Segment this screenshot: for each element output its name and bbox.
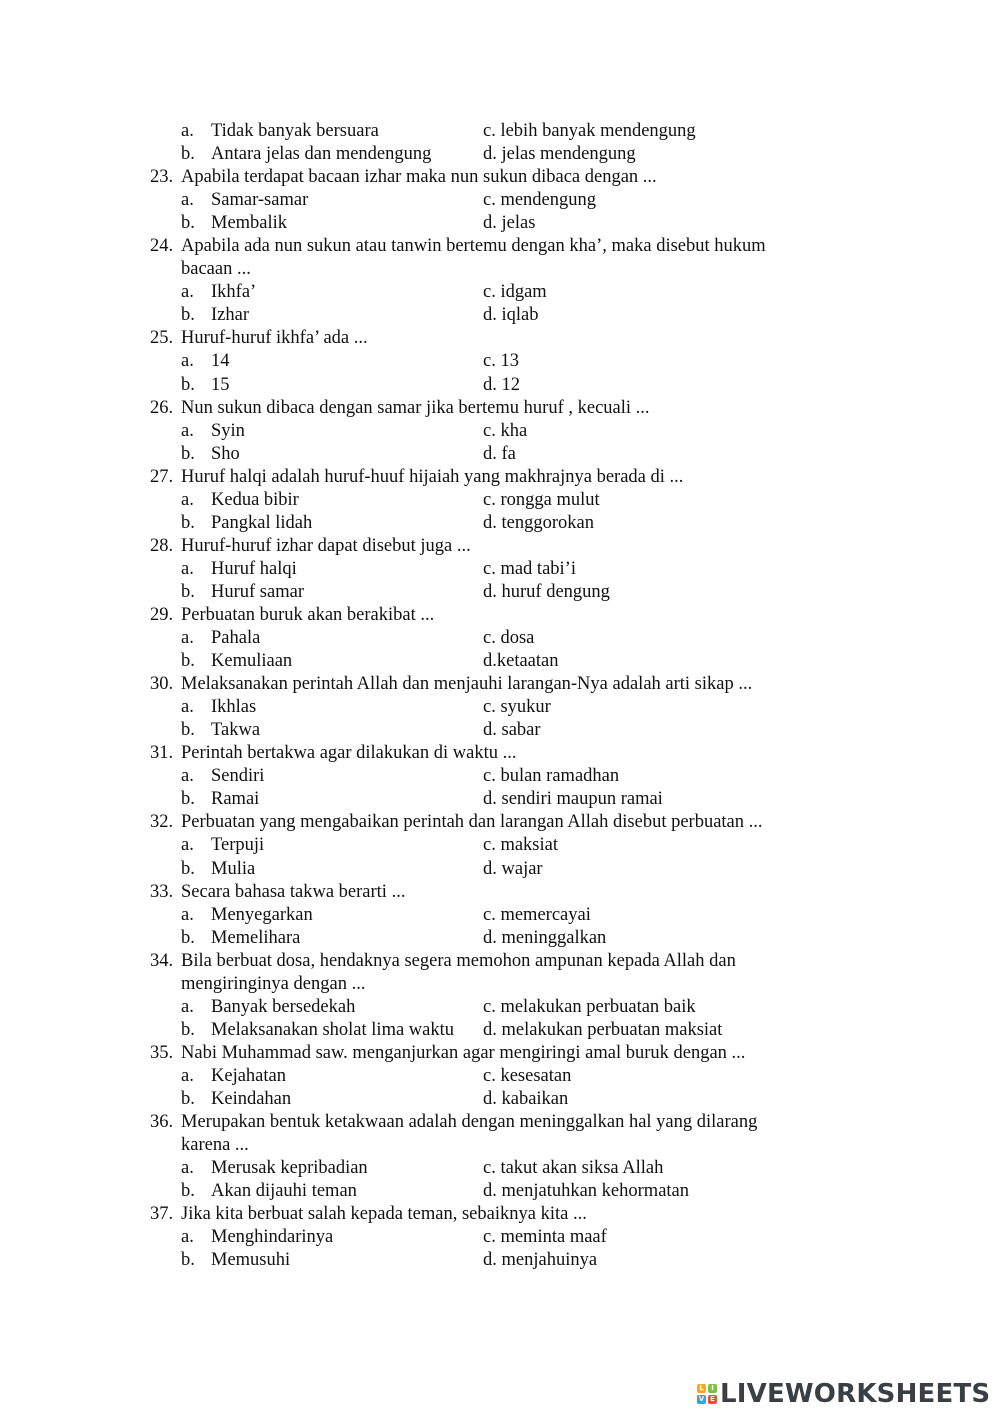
option-left: Memelihara <box>211 927 301 948</box>
answer-options-row <box>0 120 1000 143</box>
answer-options-row <box>0 904 1000 927</box>
option-right: d. tenggorokan <box>483 512 594 533</box>
option-left: Kedua bibir <box>211 489 299 510</box>
question-row <box>0 1042 1000 1065</box>
logo-square: V <box>698 1395 705 1403</box>
logo-square: L <box>697 1384 706 1393</box>
option-left: Kejahatan <box>211 1065 286 1086</box>
answer-options-row <box>0 858 1000 881</box>
option-right: c. memercayai <box>483 904 591 925</box>
question-text: Apabila terdapat bacaan izhar maka nun sukun dibaca dengan ... <box>181 167 657 188</box>
option-left: Sendiri <box>211 766 265 787</box>
option-letter: a. <box>181 1065 194 1086</box>
question-row <box>0 604 1000 627</box>
option-right: c. maksiat <box>483 835 559 856</box>
question-text: Bila berbuat dosa, hendaknya segera memohon ampunan kepada Allah dan <box>181 950 736 971</box>
question-text: Huruf halqi adalah huruf-huuf hijaiah yang makhrajnya berada di ... <box>181 466 684 487</box>
answer-options-row <box>0 420 1000 443</box>
answer-options-row <box>0 1088 1000 1111</box>
option-left: 15 <box>211 374 230 395</box>
question-row <box>0 235 1000 258</box>
option-right: d. kabaikan <box>483 1088 569 1109</box>
answer-options-row <box>0 304 1000 327</box>
question-number: 32. <box>150 812 174 833</box>
option-left: Tidak banyak bersuara <box>211 121 379 141</box>
option-right: d. huruf dengung <box>483 581 610 602</box>
answer-options-row <box>0 696 1000 719</box>
answer-options-row <box>0 281 1000 304</box>
logo-square: E <box>708 1395 717 1404</box>
question-row <box>0 327 1000 350</box>
option-right: c. dosa <box>483 628 535 649</box>
question-text: Merupakan bentuk ketakwaan adalah dengan meninggalkan hal yang dilarang <box>181 1112 758 1133</box>
option-letter: b. <box>181 858 195 879</box>
option-right: d. jelas mendengung <box>483 144 636 165</box>
question-row <box>0 535 1000 558</box>
option-right: d. menjahuinya <box>483 1250 598 1271</box>
option-right: c. lebih banyak mendengung <box>483 121 696 141</box>
liveworksheets-brand[interactable] <box>697 1380 990 1408</box>
question-number: 29. <box>150 604 174 625</box>
question-row <box>0 1111 1000 1134</box>
question-text: Secara bahasa takwa berarti ... <box>181 881 406 902</box>
question-text: Melaksanakan perintah Allah dan menjauhi larangan-Nya adalah arti sikap ... <box>181 674 753 695</box>
answer-options-row <box>0 650 1000 673</box>
question-text-continued: mengiringinya dengan ... <box>181 973 366 994</box>
option-left: 14 <box>211 351 230 372</box>
question-number: 26. <box>150 397 174 418</box>
option-left: Pangkal lidah <box>211 512 313 533</box>
answer-options-row <box>0 189 1000 212</box>
option-left: Izhar <box>211 305 249 326</box>
option-letter: a. <box>181 282 194 303</box>
liveworksheets-logo-icon <box>697 1384 717 1404</box>
option-right: c. mendengung <box>483 190 597 211</box>
question-row <box>0 397 1000 420</box>
option-right: d. wajar <box>483 858 543 879</box>
option-letter: b. <box>181 651 195 672</box>
option-right: c. idgam <box>483 282 547 303</box>
option-right: d. fa <box>483 443 516 464</box>
option-left: Melaksanakan sholat lima waktu <box>211 1019 455 1040</box>
question-text: Nun sukun dibaca dengan samar jika bertemu huruf , kecuali ... <box>181 397 650 418</box>
question-text: Nabi Muhammad saw. menganjurkan agar mengiringi amal buruk dengan ... <box>181 1042 746 1063</box>
answer-options-row <box>0 558 1000 581</box>
option-right: d.ketaatan <box>483 651 559 672</box>
question-row <box>0 811 1000 834</box>
option-left: Antara jelas dan mendengung <box>211 144 432 165</box>
option-letter: a. <box>181 121 194 141</box>
worksheet-questions <box>0 120 1000 1272</box>
answer-options-row <box>0 1226 1000 1249</box>
option-letter: a. <box>181 904 194 925</box>
option-letter: b. <box>181 1019 195 1040</box>
option-letter: a. <box>181 190 194 211</box>
option-right: c. syukur <box>483 697 551 718</box>
answer-options-row <box>0 1019 1000 1042</box>
answer-options-row <box>0 212 1000 235</box>
option-left: Takwa <box>211 720 261 741</box>
option-letter: a. <box>181 489 194 510</box>
option-right: c. takut akan siksa Allah <box>483 1158 664 1179</box>
question-text: Jika kita berbuat salah kepada teman, sebaiknya kita ... <box>181 1204 587 1225</box>
question-continuation <box>0 258 1000 281</box>
option-right: c. mad tabi’i <box>483 558 576 579</box>
option-left: Mulia <box>211 858 256 879</box>
answer-options-row <box>0 1157 1000 1180</box>
option-letter: b. <box>181 374 195 395</box>
option-left: Memusuhi <box>211 1250 291 1271</box>
option-left: Huruf halqi <box>211 558 297 579</box>
option-letter: b. <box>181 1088 195 1109</box>
option-left: Membalik <box>211 213 288 234</box>
option-right: d. melakukan perbuatan maksiat <box>483 1019 723 1040</box>
question-row <box>0 742 1000 765</box>
answer-options-row <box>0 765 1000 788</box>
option-right: c. rongga mulut <box>483 489 600 510</box>
option-letter: a. <box>181 996 194 1017</box>
option-left: Menyegarkan <box>211 904 313 925</box>
answer-options-row <box>0 143 1000 166</box>
option-right: d. menjatuhkan kehormatan <box>483 1181 690 1202</box>
option-letter: b. <box>181 443 195 464</box>
answer-options-row <box>0 1065 1000 1088</box>
question-row <box>0 673 1000 696</box>
question-number: 35. <box>150 1042 174 1063</box>
option-letter: a. <box>181 351 194 372</box>
option-left: Merusak kepribadian <box>211 1158 368 1179</box>
option-right: d. 12 <box>483 374 520 395</box>
answer-options-row <box>0 788 1000 811</box>
option-letter: b. <box>181 213 195 234</box>
option-right: c. meminta maaf <box>483 1227 607 1248</box>
option-letter: a. <box>181 420 194 441</box>
question-number: 31. <box>150 743 174 764</box>
option-right: d. iqlab <box>483 305 539 326</box>
answer-options-row <box>0 350 1000 373</box>
question-number: 37. <box>150 1204 174 1225</box>
option-letter: a. <box>181 835 194 856</box>
option-left: Sho <box>211 443 240 464</box>
answer-options-row <box>0 1180 1000 1203</box>
question-number: 27. <box>150 466 174 487</box>
option-right: c. melakukan perbuatan baik <box>483 996 696 1017</box>
option-letter: a. <box>181 1227 194 1248</box>
option-right: c. bulan ramadhan <box>483 766 620 787</box>
question-text-continued: bacaan ... <box>181 259 251 280</box>
option-left: Kemuliaan <box>211 651 293 672</box>
question-row <box>0 1203 1000 1226</box>
option-left: Terpuji <box>211 835 265 856</box>
option-left: Ikhfa’ <box>211 282 257 303</box>
question-row <box>0 950 1000 973</box>
option-left: Pahala <box>211 628 261 649</box>
option-letter: a. <box>181 558 194 579</box>
option-letter: b. <box>181 927 195 948</box>
option-letter: b. <box>181 720 195 741</box>
answer-options-row <box>0 374 1000 397</box>
option-letter: b. <box>181 581 195 602</box>
option-left: Banyak bersedekah <box>211 996 356 1017</box>
option-left: Akan dijauhi teman <box>211 1181 357 1202</box>
answer-options-row <box>0 996 1000 1019</box>
option-letter: b. <box>181 789 195 810</box>
answer-options-row <box>0 1249 1000 1272</box>
option-letter: a. <box>181 697 194 718</box>
option-letter: b. <box>181 512 195 533</box>
answer-options-row <box>0 834 1000 857</box>
question-text: Perbuatan buruk akan berakibat ... <box>181 604 435 625</box>
option-letter: a. <box>181 1158 194 1179</box>
question-text: Perbuatan yang mengabaikan perintah dan larangan Allah disebut perbuatan ... <box>181 812 763 833</box>
option-letter: b. <box>181 1181 195 1202</box>
option-left: Menghindarinya <box>211 1227 334 1248</box>
option-letter: a. <box>181 766 194 787</box>
question-continuation <box>0 973 1000 996</box>
option-letter: b. <box>181 305 195 326</box>
answer-options-row <box>0 489 1000 512</box>
option-letter: b. <box>181 1250 195 1271</box>
question-number: 25. <box>150 328 174 349</box>
question-number: 34. <box>150 950 174 971</box>
question-text: Perintah bertakwa agar dilakukan di waktu ... <box>181 743 517 764</box>
question-number: 28. <box>150 535 174 556</box>
option-left: Keindahan <box>211 1088 292 1109</box>
option-left: Huruf samar <box>211 581 304 602</box>
question-row <box>0 881 1000 904</box>
question-row <box>0 466 1000 489</box>
option-letter: a. <box>181 628 194 649</box>
question-number: 24. <box>150 236 174 257</box>
option-left: Ramai <box>211 789 260 810</box>
answer-options-row <box>0 719 1000 742</box>
question-number: 33. <box>150 881 174 902</box>
question-text-continued: karena ... <box>181 1135 249 1156</box>
option-letter: b. <box>181 144 195 165</box>
answer-options-row <box>0 512 1000 535</box>
question-number: 30. <box>150 674 174 695</box>
answer-options-row <box>0 927 1000 950</box>
question-text: Huruf-huruf izhar dapat disebut juga ... <box>181 535 471 556</box>
logo-square: I <box>708 1384 717 1393</box>
question-number: 23. <box>150 167 174 188</box>
option-right: c. kesesatan <box>483 1065 572 1086</box>
option-left: Syin <box>211 420 245 441</box>
question-number: 36. <box>150 1112 174 1133</box>
option-right: d. jelas <box>483 213 536 234</box>
answer-options-row <box>0 443 1000 466</box>
option-right: d. sabar <box>483 720 541 741</box>
option-right: c. 13 <box>483 351 519 372</box>
option-left: Samar-samar <box>211 190 309 211</box>
answer-options-row <box>0 627 1000 650</box>
question-row <box>0 166 1000 189</box>
question-text: Huruf-huruf ikhfa’ ada ... <box>181 328 368 349</box>
brand-name: LIVEWORKSHEETS <box>720 1379 991 1409</box>
answer-options-row <box>0 581 1000 604</box>
question-continuation <box>0 1134 1000 1157</box>
option-left: Ikhlas <box>211 697 257 718</box>
option-right: d. sendiri maupun ramai <box>483 789 663 810</box>
option-right: c. kha <box>483 420 528 441</box>
question-text: Apabila ada nun sukun atau tanwin bertemu dengan kha’, maka disebut hukum <box>181 236 766 257</box>
option-right: d. meninggalkan <box>483 927 607 948</box>
